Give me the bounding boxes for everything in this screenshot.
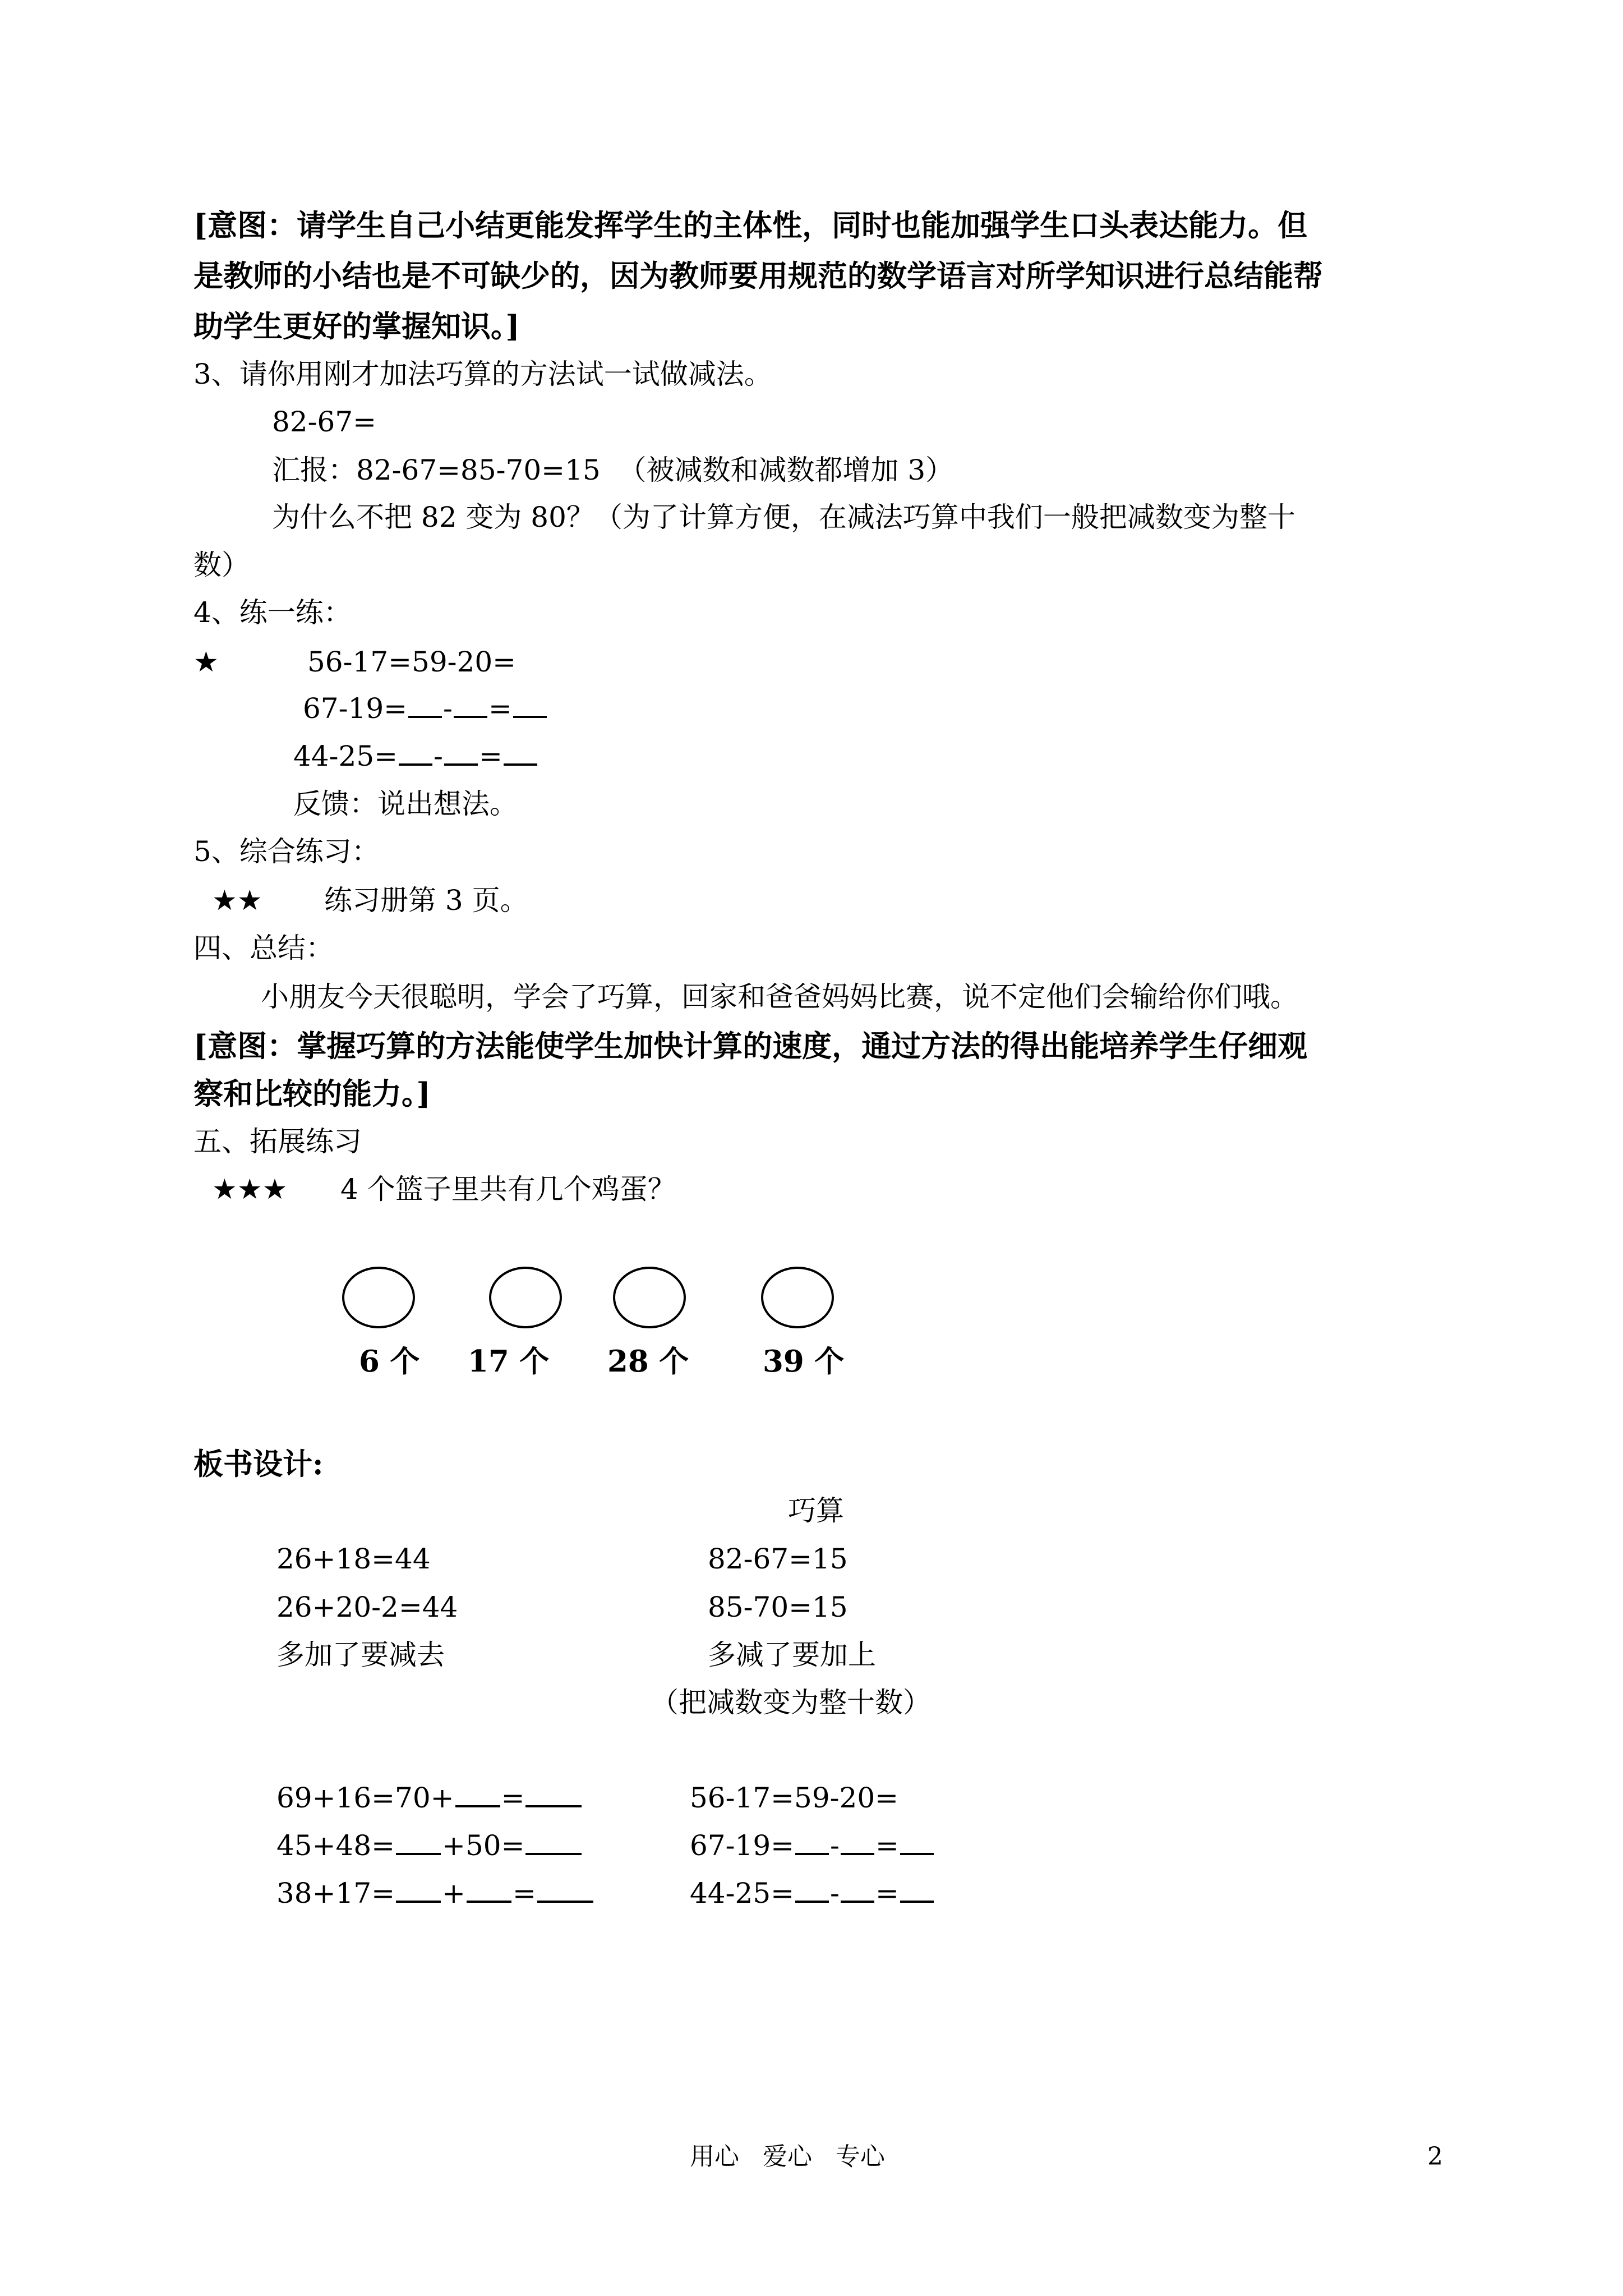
board-title: 巧算 bbox=[788, 1494, 844, 1527]
why-question-line-1: 为什么不把 82 变为 80？（为了计算方便，在减法巧算中我们一般把减数变为整十 bbox=[272, 501, 1295, 533]
board-sub-ex-2-prefix: 67-19= bbox=[690, 1829, 795, 1862]
board-left-line-1: 26+18=44 bbox=[276, 1543, 431, 1575]
section-5-heading: 5、综合练习： bbox=[193, 835, 380, 868]
answer-blank[interactable] bbox=[795, 1828, 829, 1855]
intent-paragraph-1-line-2: 是教师的小结也是不可缺少的，因为教师要用规范的数学语言对所学知识进行总结能帮 bbox=[193, 259, 1323, 293]
practice-ex-2-prefix: 67-19= bbox=[303, 692, 408, 725]
basket-circle bbox=[489, 1267, 562, 1328]
answer-blank[interactable] bbox=[455, 1780, 500, 1807]
board-add-ex-3: 38+17= + = bbox=[276, 1874, 594, 1913]
board-sub-ex-3-prefix: 44-25= bbox=[690, 1877, 795, 1910]
answer-blank[interactable] bbox=[444, 739, 478, 766]
feedback-line: 反馈：说出想法。 bbox=[293, 788, 518, 820]
subtraction-problem: 82-67= bbox=[272, 406, 377, 438]
answer-blank[interactable] bbox=[513, 691, 547, 718]
egg-question: 4 个篮子里共有几个鸡蛋？ bbox=[340, 1173, 676, 1205]
board-add-ex-3-prefix: 38+17= bbox=[276, 1877, 395, 1910]
basket-label: 28 个 bbox=[607, 1344, 689, 1379]
intent-paragraph-1-line-3: 助学生更好的掌握知识。] bbox=[193, 309, 520, 344]
board-left-line-2: 26+20-2=44 bbox=[276, 1591, 458, 1623]
answer-blank[interactable] bbox=[841, 1828, 874, 1855]
board-sub-ex-2: 67-19= - = bbox=[690, 1826, 935, 1865]
summary-heading: 四、总结： bbox=[193, 932, 334, 964]
extension-heading: 五、拓展练习 bbox=[193, 1125, 362, 1158]
board-add-ex-1-prefix: 69+16=70+ bbox=[276, 1782, 454, 1814]
practice-ex-3-prefix: 44-25= bbox=[293, 740, 398, 772]
intent-paragraph-2-line-1: [意图：掌握巧算的方法能使学生加快计算的速度，通过方法的得出能培养学生仔细观 bbox=[193, 1029, 1308, 1064]
answer-blank[interactable] bbox=[900, 1876, 934, 1903]
answer-blank[interactable] bbox=[795, 1876, 829, 1903]
board-add-ex-2 bbox=[276, 1826, 583, 1865]
three-stars-icon: ★★★ bbox=[212, 1173, 288, 1205]
board-add-ex-2-prefix: 45+48= bbox=[276, 1829, 395, 1862]
answer-blank[interactable] bbox=[537, 1876, 593, 1903]
board-add-ex-2-mid: +50= bbox=[442, 1829, 525, 1862]
board-sub-ex-3: 44-25= - = bbox=[690, 1874, 935, 1913]
answer-blank[interactable] bbox=[504, 739, 537, 766]
basket-circle bbox=[342, 1267, 415, 1328]
report-line: 汇报：82-67=85-70=15 （被减数和减数都增加 3） bbox=[272, 454, 954, 486]
answer-blank[interactable] bbox=[841, 1876, 874, 1903]
practice-ex-1: 56-17=59-20= bbox=[307, 646, 517, 678]
basket-circle bbox=[761, 1267, 834, 1328]
board-right-note: （把减数变为整十数） bbox=[651, 1686, 931, 1719]
intent-paragraph-1-line-1: [意图：请学生自己小结更能发挥学生的主体性，同时也能加强学生口头表达能力。但 bbox=[193, 208, 1308, 243]
intent-paragraph-2-line-2: 察和比较的能力。] bbox=[193, 1076, 431, 1111]
answer-blank[interactable] bbox=[900, 1828, 934, 1855]
workbook-reference: 练习册第 3 页。 bbox=[324, 884, 528, 917]
practice-ex-2: 67-19= - = bbox=[303, 689, 548, 728]
basket-label: 6 个 bbox=[359, 1344, 420, 1379]
board-right-line-2: 85-70=15 bbox=[708, 1591, 848, 1623]
board-add-ex-1: 69+16=70+ = bbox=[276, 1778, 583, 1818]
why-question-line-2: 数） bbox=[193, 549, 250, 581]
answer-blank[interactable] bbox=[467, 1876, 511, 1903]
answer-blank[interactable] bbox=[396, 1876, 441, 1903]
answer-blank[interactable] bbox=[408, 691, 442, 718]
answer-blank[interactable] bbox=[399, 739, 432, 766]
board-right-line-3: 多减了要加上 bbox=[708, 1639, 876, 1671]
footer-motto: 用心 爱心 专心 bbox=[690, 2142, 885, 2171]
star-icon: ★ bbox=[193, 646, 219, 678]
board-left-line-3: 多加了要减去 bbox=[276, 1639, 445, 1671]
practice-ex-3: 44-25= - = bbox=[293, 737, 538, 776]
answer-blank[interactable] bbox=[525, 1780, 582, 1807]
answer-blank[interactable] bbox=[396, 1828, 441, 1855]
board-right-line-1: 82-67=15 bbox=[708, 1543, 848, 1575]
summary-text: 小朋友今天很聪明，学会了巧算，回家和爸爸妈妈比赛，说不定他们会输给你们哦。 bbox=[261, 981, 1298, 1013]
section-4-heading: 4、练一练： bbox=[193, 596, 352, 629]
two-stars-icon: ★★ bbox=[212, 884, 262, 917]
answer-blank[interactable] bbox=[454, 691, 487, 718]
basket-circle bbox=[613, 1267, 686, 1328]
section-3-heading: 3、请你用刚才加法巧算的方法试一试做减法。 bbox=[193, 358, 772, 390]
answer-blank[interactable] bbox=[525, 1828, 582, 1855]
page-number: 2 bbox=[1427, 2142, 1443, 2171]
board-design-heading: 板书设计: bbox=[193, 1447, 324, 1481]
basket-label: 39 个 bbox=[763, 1344, 845, 1379]
board-sub-ex-1: 56-17=59-20= bbox=[690, 1782, 899, 1814]
basket-label: 17 个 bbox=[468, 1344, 550, 1379]
